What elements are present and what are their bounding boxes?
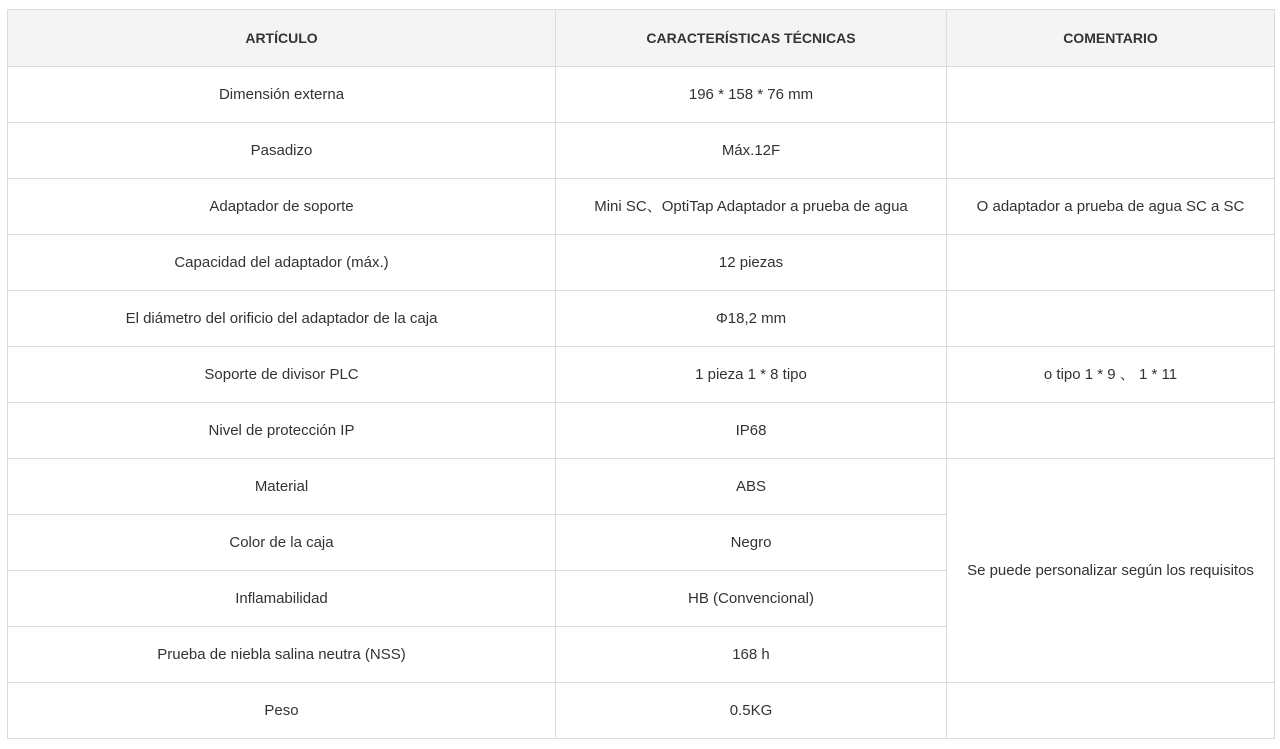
table-row (8, 123, 1275, 179)
comment-cell (947, 291, 1275, 347)
item-cell: Nivel de protección IP (8, 403, 556, 459)
item-cell: Pasadizo (8, 123, 556, 179)
spec-cell: 12 piezas (556, 235, 947, 291)
header-comment: COMENTARIO (947, 10, 1275, 67)
comment-cell (947, 67, 1275, 123)
spec-cell: IP68 (556, 403, 947, 459)
table-row (8, 347, 1275, 403)
item-cell: El diámetro del orificio del adaptador de la caja (8, 291, 556, 347)
specs-table (7, 9, 1275, 739)
item-cell: Peso (8, 683, 556, 739)
table-row (8, 683, 1275, 739)
comment-cell (947, 683, 1275, 739)
table-row (8, 67, 1275, 123)
table-row (8, 459, 1275, 515)
item-cell: Prueba de niebla salina neutra (NSS) (8, 627, 556, 683)
item-cell: Inflamabilidad (8, 571, 556, 627)
table-row (8, 235, 1275, 291)
spec-cell: Negro (556, 515, 947, 571)
item-cell: Dimensión externa (8, 67, 556, 123)
item-cell: Soporte de divisor PLC (8, 347, 556, 403)
spec-cell: 1 pieza 1 * 8 tipo (556, 347, 947, 403)
spec-cell: ABS (556, 459, 947, 515)
comment-cell: O adaptador a prueba de agua SC a SC (947, 179, 1275, 235)
comment-cell (947, 235, 1275, 291)
item-cell: Capacidad del adaptador (máx.) (8, 235, 556, 291)
spec-cell: 0.5KG (556, 683, 947, 739)
comment-cell (947, 403, 1275, 459)
table-row (8, 291, 1275, 347)
table-header-row (8, 10, 1275, 67)
specs-table-container (7, 9, 1274, 739)
spec-cell: 196 * 158 * 76 mm (556, 67, 947, 123)
spec-cell: HB (Convencional) (556, 571, 947, 627)
comment-cell: o tipo 1 * 9 、 1 * 11 (947, 347, 1275, 403)
header-specs: CARACTERÍSTICAS TÉCNICAS (556, 10, 947, 67)
spec-cell: Máx.12F (556, 123, 947, 179)
table-row (8, 403, 1275, 459)
header-item: ARTÍCULO (8, 10, 556, 67)
table-row (8, 179, 1275, 235)
comment-cell-merged: Se puede personalizar según los requisitos (947, 459, 1275, 683)
comment-cell (947, 123, 1275, 179)
spec-cell: Mini SC、OptiTap Adaptador a prueba de agua (556, 179, 947, 235)
spec-cell: Φ18,2 mm (556, 291, 947, 347)
item-cell: Material (8, 459, 556, 515)
spec-cell: 168 h (556, 627, 947, 683)
item-cell: Adaptador de soporte (8, 179, 556, 235)
item-cell: Color de la caja (8, 515, 556, 571)
